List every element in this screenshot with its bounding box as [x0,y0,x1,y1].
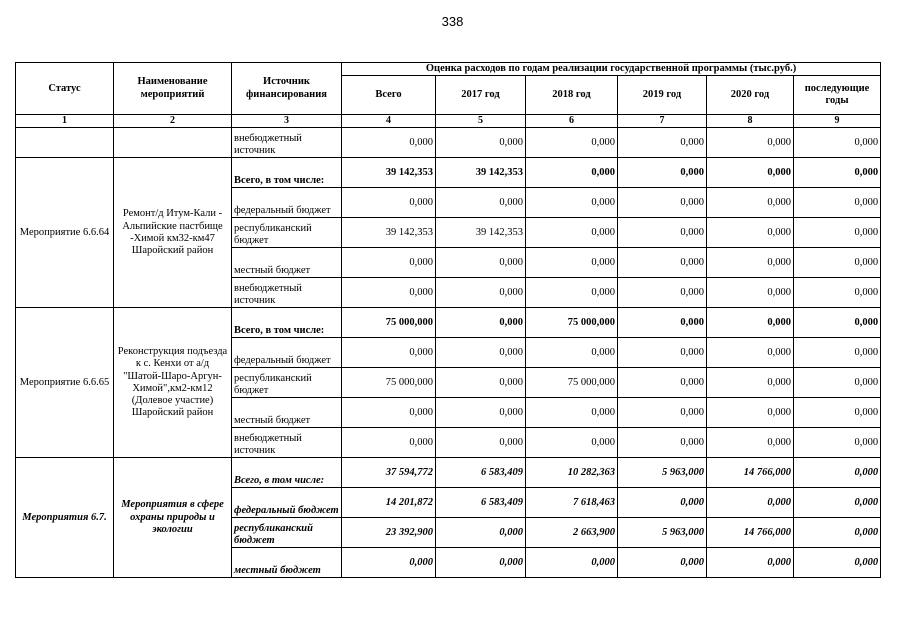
status-cell: Мероприятие 6.6.65 [16,308,114,458]
col-number: 6 [526,115,618,128]
header-2018: 2018 год [526,76,618,115]
value-cell: 0,000 [436,398,526,428]
value-cell: 0,000 [526,128,618,158]
value-cell: 37 594,772 [342,458,436,488]
value-cell: 0,000 [618,398,707,428]
source-cell: местный бюджет [232,398,342,428]
col-number: 1 [16,115,114,128]
source-cell: республиканский бюджет [232,518,342,548]
value-cell: 2 663,900 [526,518,618,548]
value-cell: 0,000 [436,428,526,458]
value-cell: 0,000 [707,338,794,368]
value-cell: 0,000 [342,128,436,158]
col-number: 2 [114,115,232,128]
value-cell: 75 000,000 [526,368,618,398]
value-cell: 0,000 [794,518,881,548]
header-costs-title: Оценка расходов по годам реализации государственной программы (тыс.руб.) [342,63,881,76]
value-cell: 0,000 [794,428,881,458]
value-cell: 0,000 [707,488,794,518]
source-cell: федеральный бюджет [232,488,342,518]
source-cell: Всего, в том числе: [232,458,342,488]
source-cell: федеральный бюджет [232,338,342,368]
value-cell: 0,000 [342,338,436,368]
value-cell: 0,000 [342,278,436,308]
status-cell: Мероприятие 6.6.64 [16,158,114,308]
source-cell: республиканский бюджет [232,368,342,398]
value-cell: 0,000 [618,428,707,458]
source-cell: внебюджетный источник [232,128,342,158]
header-name: Наименование мероприятий [114,63,232,115]
value-cell: 5 963,000 [618,518,707,548]
source-cell: республиканский бюджет [232,218,342,248]
value-cell: 0,000 [436,308,526,338]
value-cell: 5 963,000 [618,458,707,488]
value-cell: 0,000 [342,398,436,428]
value-cell: 0,000 [707,398,794,428]
value-cell: 0,000 [707,278,794,308]
value-cell: 0,000 [526,248,618,278]
value-cell: 0,000 [618,278,707,308]
header-2019: 2019 год [618,76,707,115]
value-cell: 7 618,463 [526,488,618,518]
col-number: 7 [618,115,707,128]
source-cell: федеральный бюджет [232,188,342,218]
value-cell: 0,000 [794,548,881,578]
value-cell: 39 142,353 [436,218,526,248]
value-cell: 0,000 [526,548,618,578]
value-cell: 0,000 [707,428,794,458]
value-cell: 0,000 [707,158,794,188]
value-cell: 0,000 [794,458,881,488]
value-cell: 0,000 [526,158,618,188]
value-cell: 0,000 [526,398,618,428]
value-cell: 0,000 [794,368,881,398]
value-cell: 0,000 [618,218,707,248]
value-cell: 0,000 [618,128,707,158]
value-cell: 0,000 [618,548,707,578]
name-cell: Реконструкция подъезда к с. Кенхи от а/д "Шатой-Шаро-Аргун-Химой",км2-км12 (Долевое участие) Шаройский район [114,308,232,458]
source-cell: местный бюджет [232,548,342,578]
header-2020: 2020 год [707,76,794,115]
value-cell: 23 392,900 [342,518,436,548]
value-cell: 39 142,353 [436,158,526,188]
value-cell: 0,000 [794,188,881,218]
value-cell: 0,000 [436,548,526,578]
value-cell: 0,000 [618,308,707,338]
value-cell: 0,000 [342,248,436,278]
table-row [16,308,881,338]
status-cell [16,128,114,158]
value-cell: 0,000 [436,278,526,308]
value-cell: 39 142,353 [342,158,436,188]
header-source: Источник финансирования [232,63,342,115]
value-cell: 0,000 [707,368,794,398]
name-cell: Ремонт/д Итум-Кали - Альпийские пастбище -Химой км32-км47 Шаройский район [114,158,232,308]
value-cell: 6 583,409 [436,488,526,518]
value-cell: 0,000 [526,428,618,458]
source-cell: Всего, в том числе: [232,158,342,188]
value-cell: 6 583,409 [436,458,526,488]
value-cell: 39 142,353 [342,218,436,248]
value-cell: 75 000,000 [342,368,436,398]
budget-table [15,62,881,578]
value-cell: 75 000,000 [526,308,618,338]
name-cell: Мероприятия в сфере охраны природы и экологии [114,458,232,578]
col-number: 9 [794,115,881,128]
header-2017: 2017 год [436,76,526,115]
value-cell: 0,000 [526,218,618,248]
value-cell: 0,000 [618,248,707,278]
value-cell: 0,000 [436,368,526,398]
table-row [16,128,881,158]
value-cell: 0,000 [618,158,707,188]
value-cell: 0,000 [794,338,881,368]
value-cell: 0,000 [436,128,526,158]
value-cell: 0,000 [707,308,794,338]
status-cell: Мероприятия 6.7. [16,458,114,578]
value-cell: 0,000 [707,128,794,158]
table-row [16,158,881,188]
value-cell: 0,000 [618,188,707,218]
header-status: Статус [16,63,114,115]
value-cell: 0,000 [526,278,618,308]
value-cell: 0,000 [794,248,881,278]
value-cell: 0,000 [794,218,881,248]
value-cell: 0,000 [794,308,881,338]
value-cell: 0,000 [794,398,881,428]
col-number: 3 [232,115,342,128]
table-row [16,458,881,488]
value-cell: 0,000 [707,548,794,578]
value-cell: 0,000 [436,248,526,278]
col-number: 4 [342,115,436,128]
col-number: 5 [436,115,526,128]
source-cell: местный бюджет [232,248,342,278]
value-cell: 0,000 [794,488,881,518]
source-cell: внебюджетный источник [232,428,342,458]
value-cell: 0,000 [342,548,436,578]
value-cell: 75 000,000 [342,308,436,338]
value-cell: 0,000 [707,248,794,278]
value-cell: 0,000 [794,278,881,308]
col-number: 8 [707,115,794,128]
value-cell: 0,000 [526,338,618,368]
value-cell: 0,000 [342,428,436,458]
value-cell: 0,000 [618,338,707,368]
value-cell: 14 766,000 [707,458,794,488]
value-cell: 0,000 [436,188,526,218]
value-cell: 14 201,872 [342,488,436,518]
value-cell: 0,000 [436,518,526,548]
value-cell: 0,000 [342,188,436,218]
value-cell: 0,000 [526,188,618,218]
value-cell: 10 282,363 [526,458,618,488]
value-cell: 0,000 [618,368,707,398]
value-cell: 0,000 [618,488,707,518]
value-cell: 0,000 [436,338,526,368]
value-cell: 0,000 [794,158,881,188]
source-cell: внебюджетный источник [232,278,342,308]
value-cell: 0,000 [707,188,794,218]
source-cell: Всего, в том числе: [232,308,342,338]
header-later-years: последующие годы [794,76,881,115]
value-cell: 0,000 [794,128,881,158]
value-cell: 14 766,000 [707,518,794,548]
header-total: Всего [342,76,436,115]
value-cell: 0,000 [707,218,794,248]
page-number: 338 [441,14,464,29]
name-cell [114,128,232,158]
